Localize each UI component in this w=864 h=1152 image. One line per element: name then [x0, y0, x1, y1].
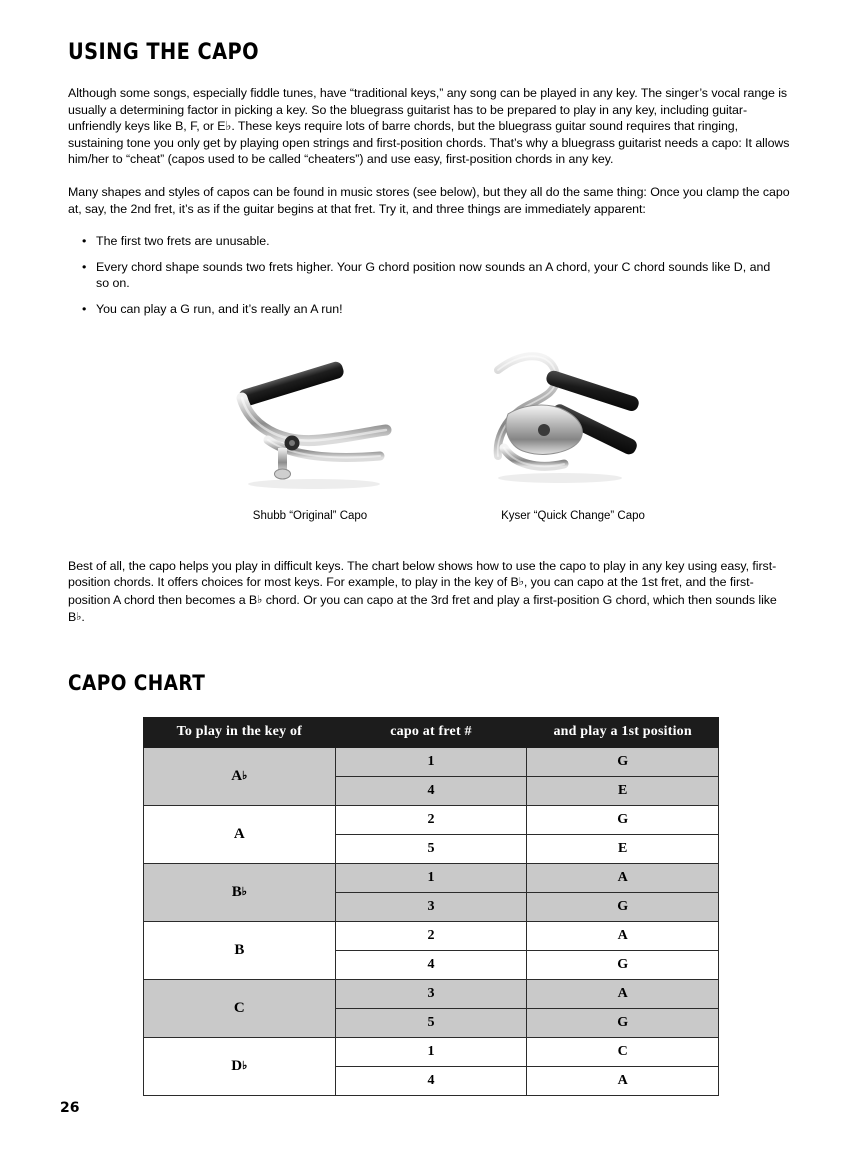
key-cell: [144, 805, 336, 863]
fret-cell: 2: [335, 805, 527, 834]
capo-chart-intro-b: , you can capo at the 1st fret, and the first-position A chord then becomes a B: [68, 575, 754, 607]
chord-cell: A: [527, 979, 719, 1008]
intro-paragraph-1: Although some songs, especially fiddle tunes, have “traditional keys,” any song can be played in any key. The singer’s vocal range is usually a determining factor in picking a key. So the bluegrass guitarist has to be prepared to play in any key, including guitar-unfriendly keys like B, F, or E♭. These keys require lots of barre chords, but the bluegrass guitar sound requires that ringing, sustaining tone you only get by playing open strings and first-position chords. That’s why a bluegrass guitarist needs a capo: It allows him/her to “cheat” (capos used to be called “cheaters”) and use easy, first-position chords in any key.: [68, 86, 790, 167]
fret-cell: 4: [335, 950, 527, 979]
key-cell: [144, 1037, 336, 1095]
table-header-row: [144, 717, 719, 747]
fret-cell: 5: [335, 1008, 527, 1037]
chord-cell: A: [527, 921, 719, 950]
fret-cell: 1: [335, 747, 527, 776]
column-header-chord: and play a 1st position: [527, 717, 719, 747]
flat-symbol: ♭: [242, 1059, 248, 1072]
capo-chart-intro-a: Best of all, the capo helps you play in difficult keys. The chart below shows how to use the capo to play in any key using easy, first-position chords. It offers choices for most keys. For example, to play in the key of B: [68, 558, 777, 590]
chord-cell: E: [527, 776, 719, 805]
chord-cell: G: [527, 892, 719, 921]
chord-cell: G: [527, 1008, 719, 1037]
table-row: [144, 979, 719, 1008]
capo-chart-intro-c: chord. Or you can capo at the 3rd fret and play a first-position G chord, which then sounds like B: [68, 592, 777, 625]
page-number: 26: [60, 1100, 80, 1116]
chord-cell: A: [527, 863, 719, 892]
chord-cell: C: [527, 1037, 719, 1066]
key-letter: C: [233, 999, 245, 1016]
key-letter: A: [231, 767, 243, 784]
flat-symbol: ♭: [76, 611, 82, 624]
table-body: [144, 747, 719, 1095]
list-item: • Every chord shape sounds two frets higher. Your G chord position now sounds an A chord, your C chord sounds like D, and so on.: [68, 259, 786, 292]
flat-symbol: ♭: [518, 576, 524, 589]
key-cell: [144, 863, 336, 921]
capo-chart-title: CAPO CHART: [68, 670, 206, 695]
chord-cell: G: [527, 747, 719, 776]
table-header: [144, 717, 719, 747]
key-letter: A: [233, 825, 245, 842]
key-cell: [144, 979, 336, 1037]
column-header-fret: capo at fret #: [335, 717, 527, 747]
capo-photos: [68, 344, 794, 544]
flat-symbol: ♭: [242, 769, 248, 782]
flat-symbol: ♭: [257, 593, 263, 606]
key-letter: B: [234, 941, 245, 958]
column-header-key: To play in the key of: [144, 717, 336, 747]
list-item: • You can play a G run, and it’s really an A run!: [68, 301, 786, 318]
fret-cell: 3: [335, 892, 527, 921]
list-item: • The first two frets are unusable.: [68, 233, 786, 250]
key-letter: D: [231, 1057, 243, 1074]
chord-cell: E: [527, 834, 719, 863]
fret-cell: 1: [335, 1037, 527, 1066]
fret-cell: 5: [335, 834, 527, 863]
capo-kyser-photo: [468, 344, 678, 504]
chord-cell: G: [527, 805, 719, 834]
figure-shubb-capo: [210, 344, 410, 522]
page-content: [68, 40, 794, 1096]
key-letter: B: [231, 883, 242, 900]
capo-chart-intro-d: .: [81, 610, 85, 625]
capo-chart-intro: [68, 558, 794, 627]
fret-cell: 4: [335, 1066, 527, 1095]
capo-facts-list: [68, 233, 794, 317]
table-row: [144, 1037, 719, 1066]
page-title: USING THE CAPO: [68, 40, 260, 65]
key-cell: [144, 747, 336, 805]
table-row: [144, 805, 719, 834]
table-row: [144, 863, 719, 892]
key-cell: [144, 921, 336, 979]
capo-chart-wrapper: [68, 717, 794, 1096]
flat-symbol: ♭: [241, 885, 247, 898]
fret-cell: 1: [335, 863, 527, 892]
figure-caption: Shubb “Original” Capo: [252, 509, 368, 522]
figure-caption: Kyser “Quick Change” Capo: [501, 509, 645, 522]
fret-cell: 4: [335, 776, 527, 805]
figure-kyser-capo: [468, 344, 678, 522]
table-row: [144, 747, 719, 776]
fret-cell: 2: [335, 921, 527, 950]
chord-cell: A: [527, 1066, 719, 1095]
capo-shubb-photo: [210, 344, 410, 504]
fret-cell: 3: [335, 979, 527, 1008]
intro-paragraph-2: Many shapes and styles of capos can be found in music stores (see below), but they all do the same thing: Once you clamp the capo at, say, the 2nd fret, it’s as if the guitar begins at that fret. Try it, and three things are immediately apparent:: [68, 184, 790, 216]
capo-chart-table: [143, 717, 719, 1096]
chord-cell: G: [527, 950, 719, 979]
table-row: [144, 921, 719, 950]
